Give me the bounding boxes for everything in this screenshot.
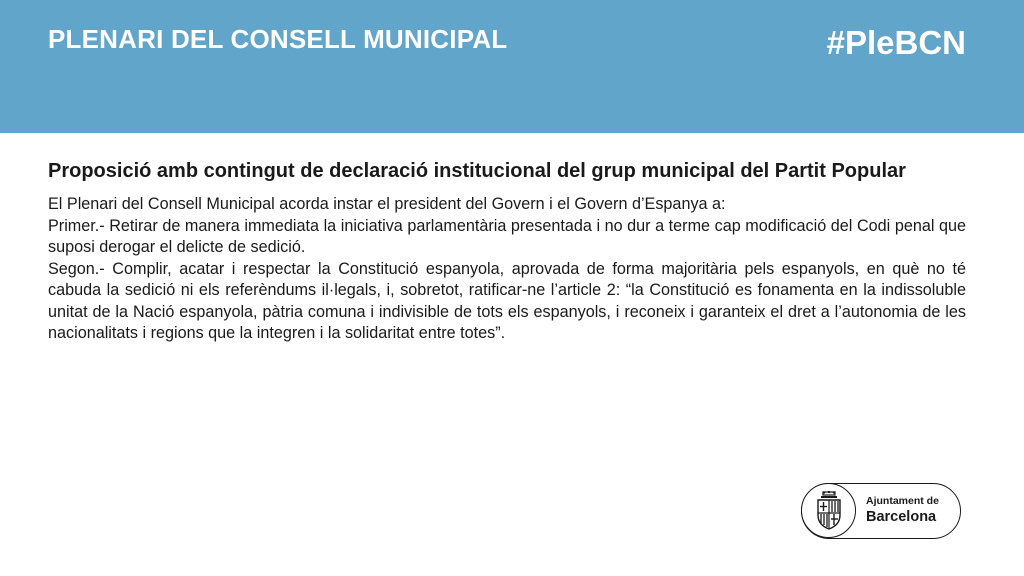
document-content	[48, 160, 966, 345]
header-banner	[0, 0, 1024, 133]
barcelona-coat-of-arms-icon	[801, 483, 856, 538]
paragraph-primer: Primer.- Retirar de manera immediata la iniciativa parlamentària presentada i no dur a terme cap modificació del Codi penal que suposi derogar el delicte de sedició.	[48, 216, 966, 256]
document-title: Proposició amb contingut de declaració institucional del grup municipal del Partit Popular	[48, 160, 906, 182]
document-body	[48, 194, 966, 345]
header-title: PLENARI DEL CONSELL MUNICIPAL	[48, 24, 508, 54]
header-hashtag: #PleBCN	[826, 24, 966, 61]
logo-line-ajuntament: Ajuntament de	[866, 495, 939, 507]
paragraph-intro: El Plenari del Consell Municipal acorda instar el president del Govern i el Govern d’Espanya a:	[48, 195, 726, 213]
logo-text	[866, 495, 939, 526]
paragraph-segon: Segon.- Complir, acatar i respectar la Constitució espanyola, aprovada de forma majoritària pels espanyols, en què no té cabuda la sedició ni els referèndums il·legals, i, sobretot, ratificar-ne l’article 2: “la Constitució es fonamenta en la indissoluble unitat de la Nació espanyola, pàtria comuna i indivisible de tots els espanyols, i reconeix i garanteix el dret a l’autonomia de les nacionalitats i regions que la integren i la solidaritat entre totes”.	[48, 259, 966, 342]
logo-line-barcelona: Barcelona	[866, 509, 937, 525]
ajuntament-logo	[801, 483, 961, 539]
